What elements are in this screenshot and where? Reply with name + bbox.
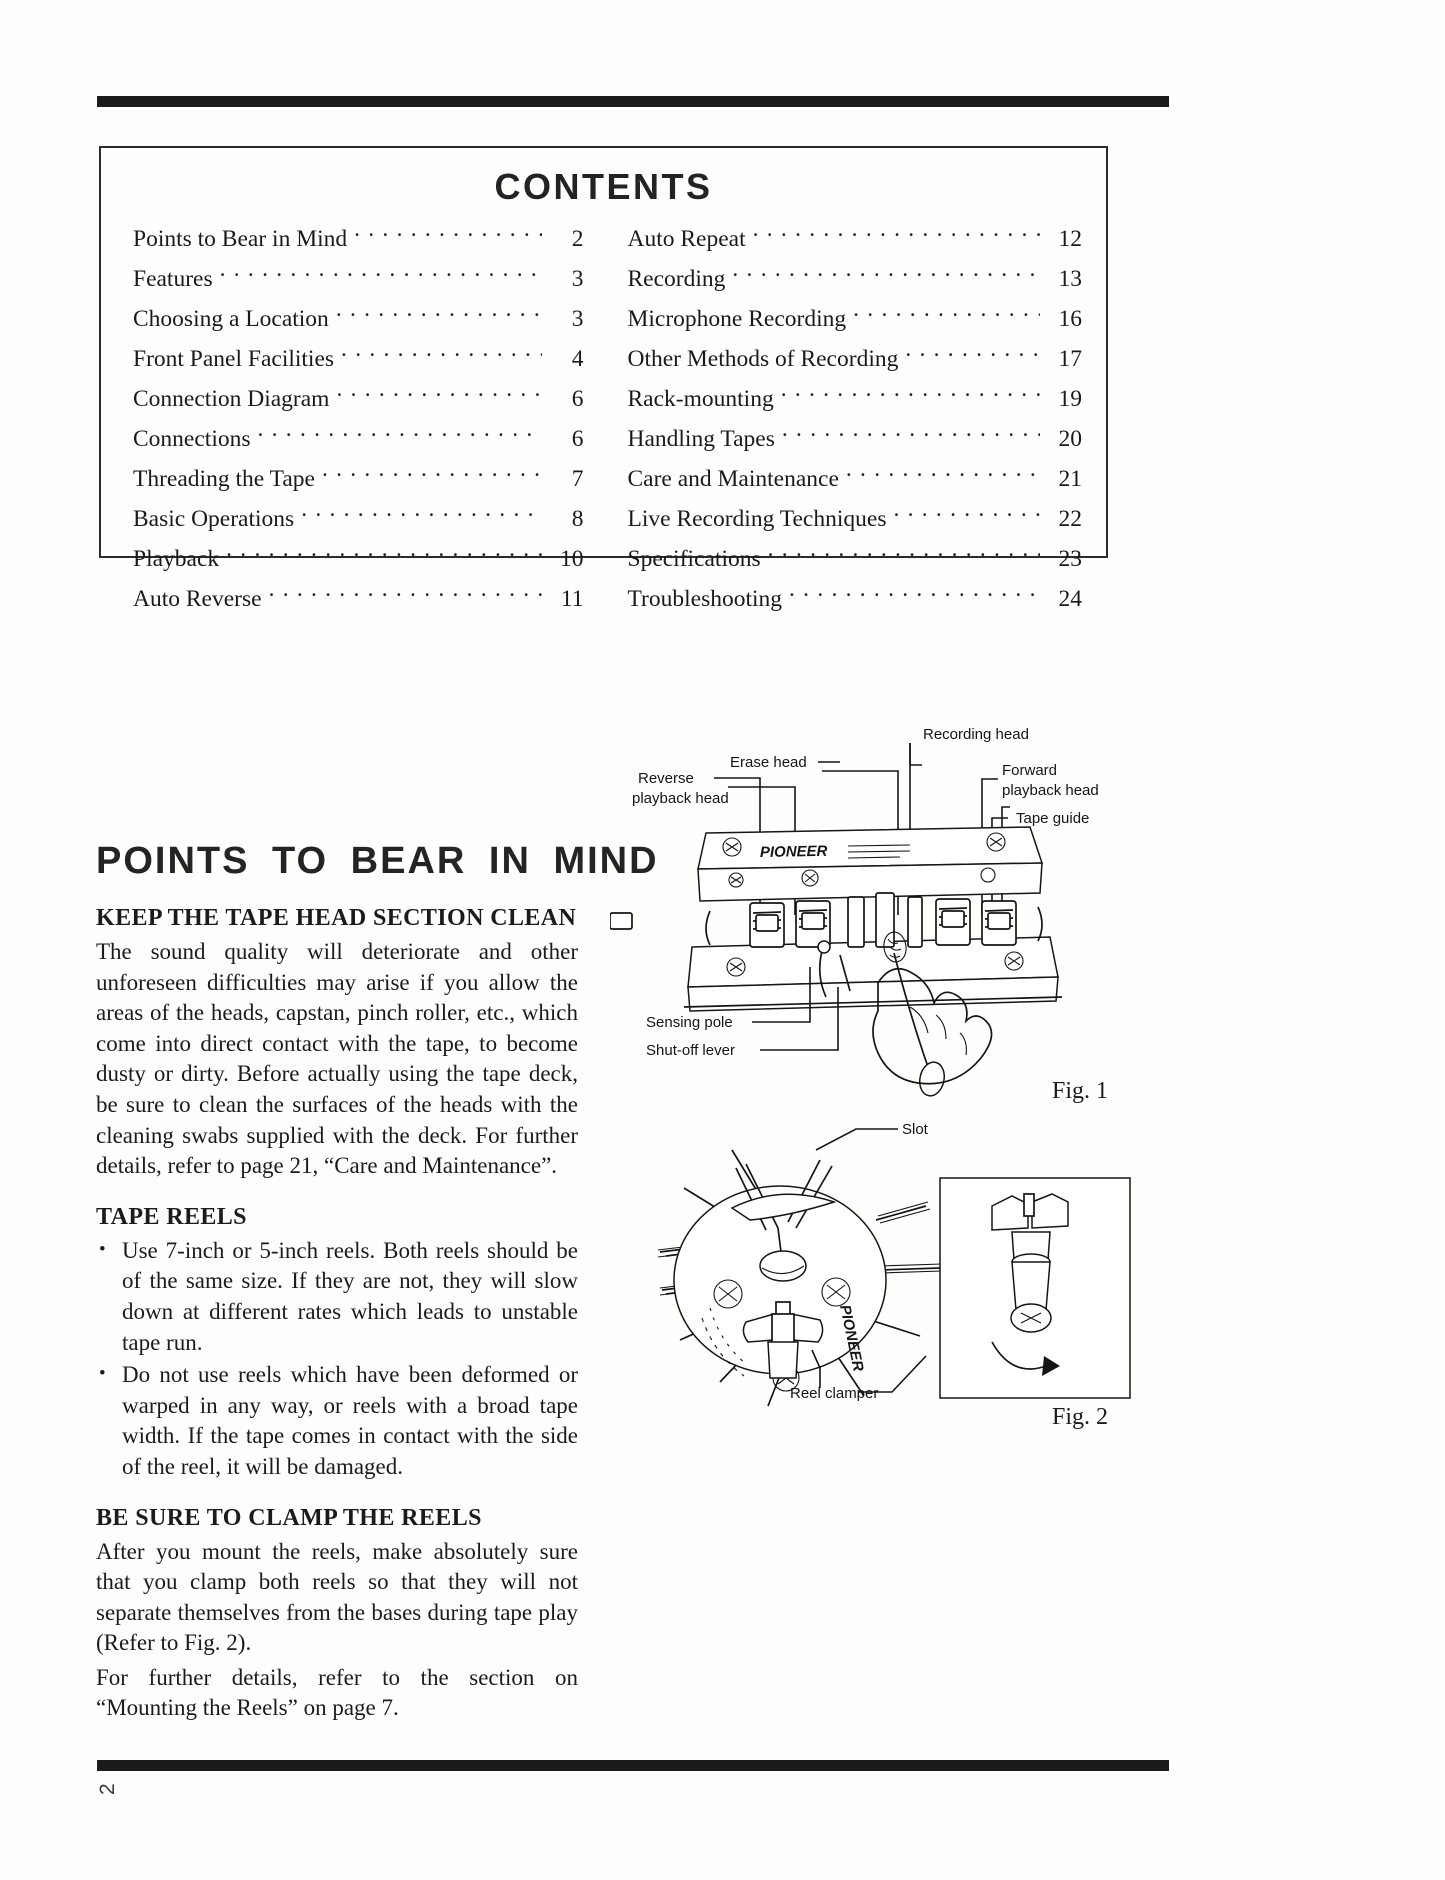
page-title: POINTS TO BEAR IN MIND (96, 840, 659, 882)
subheading-clamp-reels: BE SURE TO CLAMP THE REELS (96, 1504, 482, 1531)
toc-entry-page: 2 (571, 225, 584, 252)
toc-entry-label: Recording (627, 265, 726, 292)
toc-entry-label: Features (133, 265, 213, 292)
toc-entry[interactable] (628, 502, 1083, 534)
figure-2-reel-clamper (640, 1110, 1140, 1440)
bottom-rule (97, 1760, 1169, 1771)
toc-leader-dots (732, 262, 1040, 286)
label-shut-off-lever: Shut-off lever (646, 1042, 735, 1059)
toc-entry-label: Choosing a Location (133, 305, 329, 332)
toc-entry[interactable] (628, 382, 1083, 414)
contents-box (99, 146, 1108, 612)
toc-entry[interactable] (628, 222, 1083, 254)
toc-leader-dots (753, 222, 1040, 246)
toc-entry[interactable] (628, 582, 1083, 614)
label-recording-head: Recording head (923, 726, 1029, 743)
toc-entry[interactable] (133, 542, 584, 574)
toc-entry-page: 10 (560, 545, 584, 572)
toc-entry[interactable] (133, 222, 584, 254)
toc-entry[interactable] (628, 262, 1083, 294)
toc-entry-page: 24 (1058, 585, 1082, 612)
toc-leader-dots (853, 302, 1040, 326)
toc-entry-label: Front Panel Facilities (133, 345, 335, 372)
toc-entry-page: 23 (1058, 545, 1082, 572)
toc-leader-dots (301, 502, 541, 526)
toc-entry[interactable] (133, 462, 584, 494)
toc-entry-page: 6 (571, 425, 584, 452)
toc-leader-dots (846, 462, 1040, 486)
toc-leader-dots (782, 422, 1040, 446)
contents-column-left (101, 222, 604, 622)
subheading-tape-reels: TAPE REELS (96, 1203, 247, 1230)
figure-1-caption: Fig. 1 (1052, 1078, 1109, 1104)
label-tape-guide: Tape guide (1016, 810, 1090, 827)
toc-entry-page: 7 (571, 465, 584, 492)
figure-1-tape-head-section (610, 715, 1140, 1115)
toc-entry-page: 19 (1058, 385, 1082, 412)
toc-entry-label: Other Methods of Recording (627, 345, 899, 372)
toc-entry-label: Specifications (627, 545, 761, 572)
toc-entry-label: Troubleshooting (627, 585, 783, 612)
toc-entry[interactable] (628, 302, 1083, 334)
toc-entry-page: 21 (1058, 465, 1082, 492)
toc-leader-dots (336, 302, 542, 326)
label-sensing-pole: Sensing pole (646, 1014, 733, 1031)
toc-entry-label: Threading the Tape (133, 465, 315, 492)
label-forward-playback-head-line2: playback head (1002, 782, 1099, 799)
toc-entry[interactable] (133, 582, 584, 614)
paragraph-keep-clean: The sound quality will deteriorate and other unforeseen difficulties may arise if you allow the areas of the heads, capstan, pinch roller, etc., which come into direct contact with the tape, to become dusty or dirty. Before actually using the tape deck, be sure to clean the surfaces of the heads with the cleaning swabs supplied with the deck. For further details, refer to page 21, “Care and Maintenance”. (96, 939, 578, 1179)
toc-leader-dots (768, 542, 1040, 566)
toc-leader-dots (789, 582, 1040, 606)
pioneer-brand-text: PIONEER (759, 842, 828, 861)
toc-entry-page: 16 (1058, 305, 1082, 332)
toc-entry[interactable] (628, 542, 1083, 574)
toc-entry[interactable] (133, 342, 584, 374)
toc-entry[interactable] (628, 462, 1083, 494)
pioneer-brand-text-fig2: PIONEER (836, 1303, 867, 1373)
toc-leader-dots (269, 582, 542, 606)
toc-entry-page: 20 (1058, 425, 1082, 452)
label-reverse-playback-head-line1: Reverse (638, 770, 694, 787)
toc-entry-page: 4 (571, 345, 584, 372)
label-reverse-playback-head-line2: playback head (632, 790, 729, 807)
label-erase-head: Erase head (730, 754, 807, 771)
body-text-column (96, 905, 578, 1728)
toc-entry-page: 3 (571, 305, 584, 332)
top-rule (97, 96, 1169, 107)
toc-entry-page: 22 (1058, 505, 1082, 532)
toc-entry[interactable] (133, 422, 584, 454)
toc-entry-label: Live Recording Techniques (627, 505, 887, 532)
toc-entry[interactable] (133, 502, 584, 534)
contents-column-right (604, 222, 1107, 622)
contents-title: CONTENTS (494, 166, 713, 207)
label-forward-playback-head-line1: Forward (1002, 762, 1058, 779)
paragraph-clamp-reels: After you mount the reels, make absolutely sure that you clamp both reels so that they will not separate themselves from the bases during tape play (Refer to Fig. 2). (96, 1538, 578, 1656)
contents-columns (101, 222, 1106, 622)
toc-leader-dots (322, 462, 542, 486)
toc-leader-dots (341, 342, 541, 366)
toc-leader-dots (220, 262, 542, 286)
toc-leader-dots (354, 222, 541, 246)
toc-leader-dots (893, 502, 1040, 526)
toc-leader-dots (905, 342, 1040, 366)
toc-entry-label: Connection Diagram (133, 385, 330, 412)
toc-entry-label: Playback (133, 545, 220, 572)
toc-entry-label: Basic Operations (133, 505, 295, 532)
toc-entry-label: Auto Reverse (133, 585, 262, 612)
toc-entry-label: Handling Tapes (627, 425, 775, 452)
list-item: • Use 7-inch or 5-inch reels. Both reels should be of the same size. If they are not, they will slow down at different rates which leads to unstable tape run. (96, 1236, 578, 1358)
toc-entry-page: 17 (1058, 345, 1082, 372)
toc-entry-label: Auto Repeat (627, 225, 746, 252)
toc-entry-page: 13 (1058, 265, 1082, 292)
tape-reels-bullet-list (96, 1236, 578, 1483)
toc-entry[interactable] (628, 342, 1083, 374)
toc-leader-dots (781, 382, 1040, 406)
toc-entry-page: 12 (1058, 225, 1082, 252)
label-slot: Slot (902, 1121, 928, 1138)
toc-entry[interactable] (133, 262, 584, 294)
toc-entry-page: 3 (571, 265, 584, 292)
toc-entry-label: Points to Bear in Mind (133, 225, 348, 252)
toc-entry-page: 6 (571, 385, 584, 412)
toc-entry-page: 11 (560, 585, 584, 612)
figure-2-caption: Fig. 2 (1052, 1404, 1109, 1430)
toc-entry-label: Rack-mounting (627, 385, 774, 412)
toc-entry-label: Microphone Recording (627, 305, 847, 332)
toc-entry[interactable] (133, 302, 584, 334)
list-item: • Do not use reels which have been deformed or warped in any way, or reels with a broad tape width. If the tape comes in contact with the side of the reel, it will be damaged. (96, 1360, 578, 1482)
toc-leader-dots (226, 542, 541, 566)
toc-leader-dots (258, 422, 542, 446)
page-number: 2 (96, 1783, 119, 1795)
paragraph-mounting-reels: For further details, refer to the section on “Mounting the Reels” on page 7. (96, 1664, 578, 1721)
toc-leader-dots (336, 382, 541, 406)
subheading-keep-clean: KEEP THE TAPE HEAD SECTION CLEAN (96, 905, 577, 931)
toc-entry[interactable] (628, 422, 1083, 454)
toc-entry-label: Care and Maintenance (627, 465, 839, 492)
toc-entry-page: 8 (571, 505, 584, 532)
label-reel-clamper: Reel clamper (790, 1385, 879, 1402)
toc-entry[interactable] (133, 382, 584, 414)
toc-entry-label: Connections (133, 425, 251, 452)
